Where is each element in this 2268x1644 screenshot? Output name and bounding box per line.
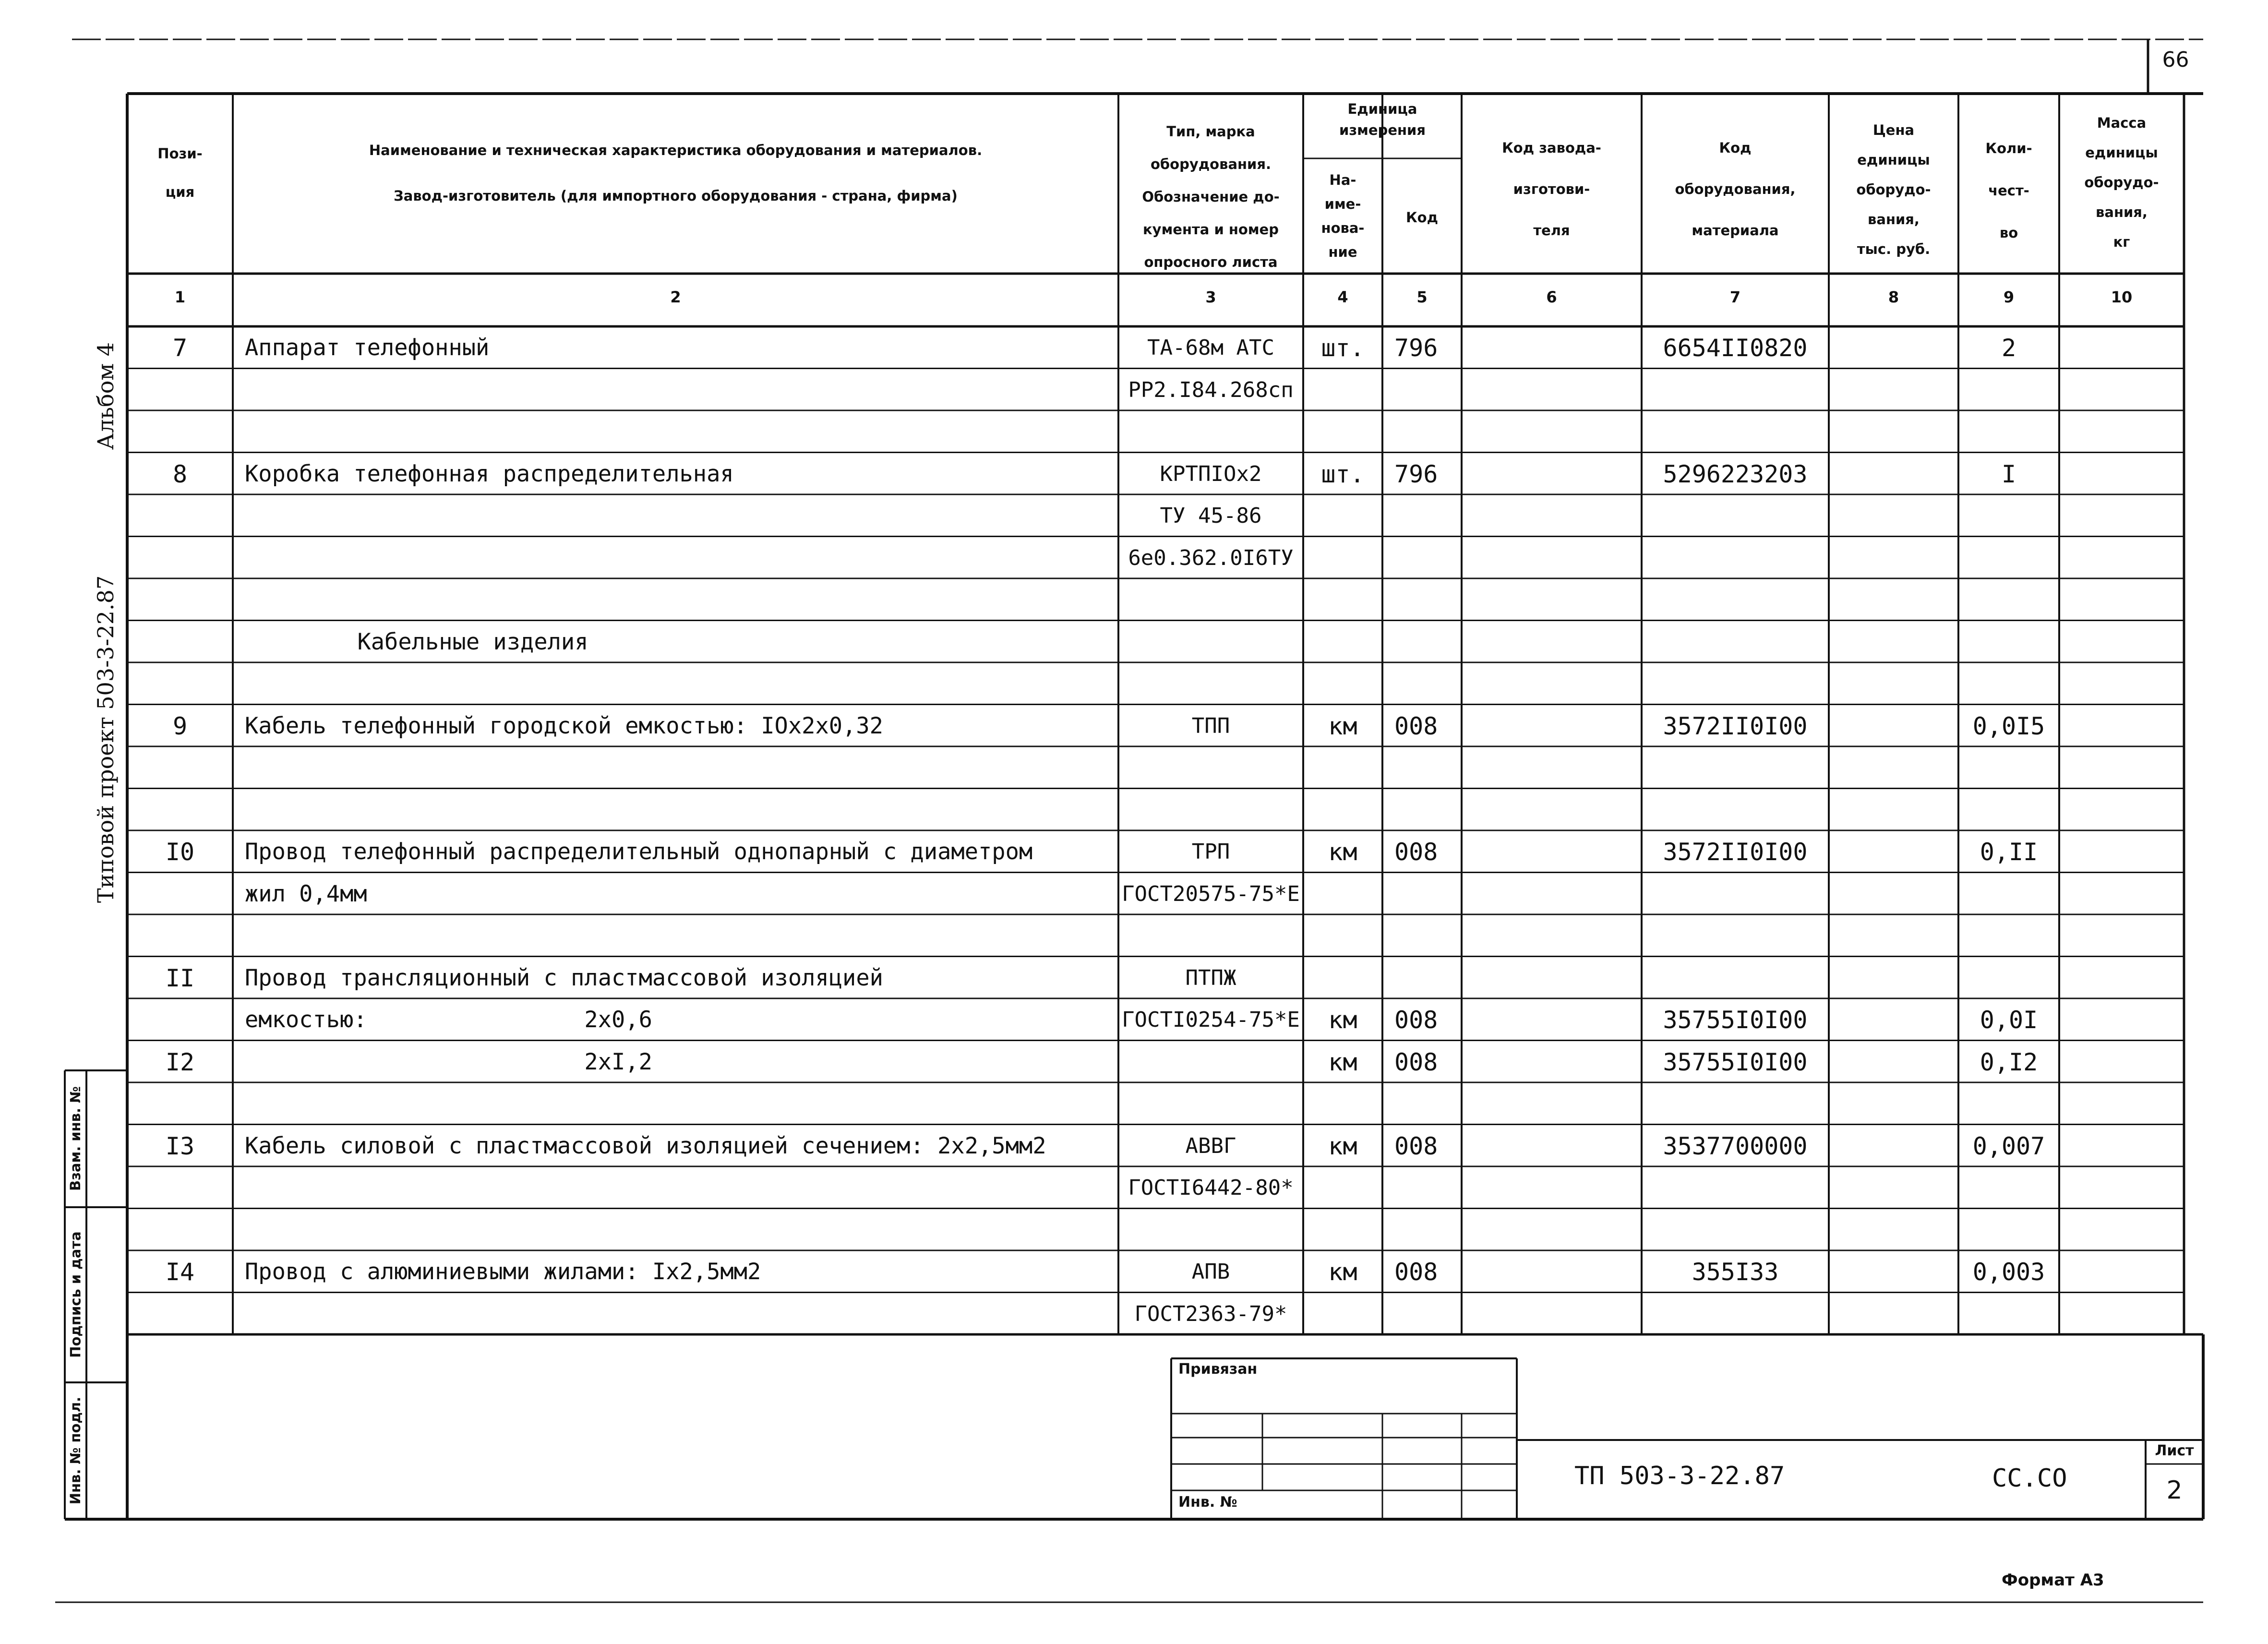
stamp-inv-no: Инв. № (1178, 1494, 1237, 1511)
page-number: 66 (2162, 48, 2189, 72)
sheet-label: Лист (2155, 1442, 2194, 1459)
table-row (0, 1125, 2268, 1167)
table-row (0, 1166, 2268, 1209)
cell-type: РР2.I84.268сп (1128, 377, 1294, 402)
cell-type: ТУ 45-86 (1160, 504, 1262, 528)
cell-name: Провод с алюминиевыми жилами: Iх2,5мм2 (245, 1259, 761, 1285)
cell-name: Кабель телефонный городской емкостью: IОх2х0,32 (245, 712, 883, 739)
header-quantity: Коли- чест- во (1985, 140, 2032, 241)
cell-name: Кабель силовой с пластмассовой изоляцией сечением: 2х2,5мм2 (245, 1132, 1046, 1159)
format-label: Формат А3 (2002, 1571, 2104, 1590)
cell-position: I3 (165, 1132, 195, 1160)
cell-name: емкостью: 2х0,6 (245, 1007, 652, 1033)
table-row (0, 1293, 2268, 1335)
cell-type: ПТПЖ (1185, 965, 1236, 990)
cell-position: 9 (172, 712, 188, 740)
cell-quantity: 0,II (1980, 838, 2038, 866)
cell-quantity: 0,0I (1980, 1006, 2038, 1034)
column-number: 4 (1337, 288, 1348, 306)
column-number: 3 (1205, 288, 1216, 306)
cell-equipment-code: 3572II0I00 (1663, 838, 1808, 866)
cell-name: Кабельные изделия (357, 628, 588, 655)
stamp-privyazan: Привязан (1178, 1361, 1258, 1378)
table-row (0, 369, 2268, 411)
cell-unit-code: 008 (1394, 1006, 1438, 1034)
cell-quantity: 0,007 (1972, 1132, 2045, 1160)
album-label: Альбом 4 (93, 342, 119, 450)
table-row (0, 830, 2268, 873)
cell-unit: км (1328, 1006, 1357, 1034)
cell-position: I4 (165, 1258, 195, 1286)
cell-unit-code: 796 (1394, 334, 1438, 362)
header-mass: Масса единицы оборудо- вания, кг (2084, 115, 2159, 250)
table-row (0, 537, 2268, 579)
cell-unit: км (1328, 712, 1357, 740)
table-row (0, 1082, 2268, 1125)
header-unit-group: Единица измерения (1339, 101, 1426, 138)
cell-quantity: 0,003 (1972, 1258, 2045, 1286)
table-row (0, 873, 2268, 915)
cell-type: АПВ (1191, 1260, 1230, 1284)
cell-type: АВВГ (1185, 1133, 1236, 1158)
column-number: 5 (1416, 288, 1428, 306)
header-type: Тип, марка оборудования. Обозначение до- кумента и номер опросного листа (1142, 123, 1280, 270)
cell-type: ТПП (1191, 713, 1230, 738)
header-name-line1: Наименование и техническая характеристика оборудования и материалов. (369, 142, 983, 158)
table-row (0, 453, 2268, 495)
table-row (0, 1041, 2268, 1083)
cell-type: ГОСТI6442-80* (1128, 1176, 1294, 1200)
table-row (0, 746, 2268, 789)
header-factory-code: Код завода- изготови- теля (1502, 140, 1601, 239)
cell-type: ТА-68м АТС (1147, 336, 1274, 360)
cell-equipment-code: 6654II0820 (1663, 334, 1808, 362)
header-price: Цена единицы оборудо- вания, тыс. руб. (1856, 122, 1931, 257)
column-numbers (0, 288, 2268, 312)
cell-equipment-code: 35755I0I00 (1663, 1048, 1808, 1076)
cell-name: Провод трансляционный с пластмассовой изоляцией (245, 964, 883, 991)
cell-type: ГОСТ20575-75*Е (1122, 881, 1300, 906)
cell-quantity: I (2001, 460, 2016, 488)
column-number: 9 (2003, 288, 2015, 306)
table-row (0, 662, 2268, 705)
cell-unit: км (1328, 1048, 1357, 1076)
table-row (0, 1209, 2268, 1251)
cell-quantity: 0,0I5 (1972, 712, 2045, 740)
cell-unit: км (1328, 1258, 1357, 1286)
header-unit-code: Код (1405, 209, 1439, 226)
stamp-signature-label: Подпись и дата (67, 1231, 84, 1358)
cell-unit-code: 008 (1394, 1258, 1438, 1286)
table-row (0, 621, 2268, 663)
cell-equipment-code: 3537700000 (1663, 1132, 1808, 1160)
cell-position: I2 (165, 1048, 195, 1076)
column-number: 8 (1888, 288, 1899, 306)
header-equipment-code: Код оборудования, материала (1675, 140, 1796, 239)
cell-unit-code: 008 (1394, 1132, 1438, 1160)
header-position: Пози- ция (157, 145, 203, 200)
table-row (0, 705, 2268, 747)
column-number: 10 (2111, 288, 2133, 306)
cell-name: Провод телефонный распределительный однопарный с диаметром (245, 839, 1033, 865)
cell-unit-code: 008 (1394, 838, 1438, 866)
table-row (0, 410, 2268, 453)
cell-equipment-code: 355I33 (1692, 1258, 1779, 1286)
column-number: 2 (670, 288, 681, 306)
column-number: 6 (1546, 288, 1557, 306)
table-row (0, 494, 2268, 537)
cell-name: Коробка телефонная распределительная (245, 460, 734, 487)
cell-position: 8 (172, 460, 188, 488)
cell-type: ГОСТI0254-75*Е (1122, 1008, 1300, 1032)
project-label: Типовой проект 503-3-22.87 (93, 575, 119, 903)
cell-unit-code: 008 (1394, 1048, 1438, 1076)
cell-equipment-code: 35755I0I00 (1663, 1006, 1808, 1034)
cell-position: II (165, 964, 195, 992)
doc-code: ТП 503-3-22.87 (1574, 1462, 1785, 1490)
table-row (0, 326, 2268, 369)
cell-unit: км (1328, 1132, 1357, 1160)
cell-position: 7 (172, 334, 188, 362)
cell-unit-code: 008 (1394, 712, 1438, 740)
table-row (0, 957, 2268, 999)
cell-type: КРТПIОх2 (1160, 461, 1262, 486)
cell-name: Аппарат телефонный (245, 335, 490, 361)
header-unit-name: На- име- нова- ние (1321, 172, 1365, 260)
cell-unit: шт. (1321, 460, 1365, 488)
cell-unit: шт. (1321, 334, 1365, 362)
cell-name: жил 0,4мм (245, 880, 367, 907)
cell-unit: км (1328, 838, 1357, 866)
sheet-number: 2 (2166, 1476, 2183, 1505)
cell-equipment-code: 5296223203 (1663, 460, 1808, 488)
cell-type: 6е0.362.0I6ТУ (1128, 545, 1294, 570)
header-name-line2: Завод-изготовитель (для импортного оборудования - страна, фирма) (394, 188, 958, 204)
table-row (0, 789, 2268, 831)
stamp-vzam-label: Взам. инв. № (67, 1086, 84, 1191)
table-row (0, 1250, 2268, 1293)
cell-equipment-code: 3572II0I00 (1663, 712, 1808, 740)
table-row (0, 578, 2268, 621)
stamp-inv-label: Инв. № подл. (67, 1396, 84, 1505)
cell-quantity: 2 (2001, 334, 2016, 362)
cell-name: 2хI,2 (245, 1048, 652, 1075)
cell-position: I0 (165, 838, 195, 866)
cell-unit-code: 796 (1394, 460, 1438, 488)
table-row (0, 998, 2268, 1041)
cell-type: ТРП (1191, 840, 1230, 864)
cell-type: ГОСТ2363-79* (1134, 1301, 1287, 1326)
column-number: 7 (1729, 288, 1741, 306)
column-number: 1 (174, 288, 186, 306)
doc-mark: СС.СО (1992, 1464, 2067, 1493)
table-row (0, 914, 2268, 957)
cell-quantity: 0,I2 (1980, 1048, 2038, 1076)
